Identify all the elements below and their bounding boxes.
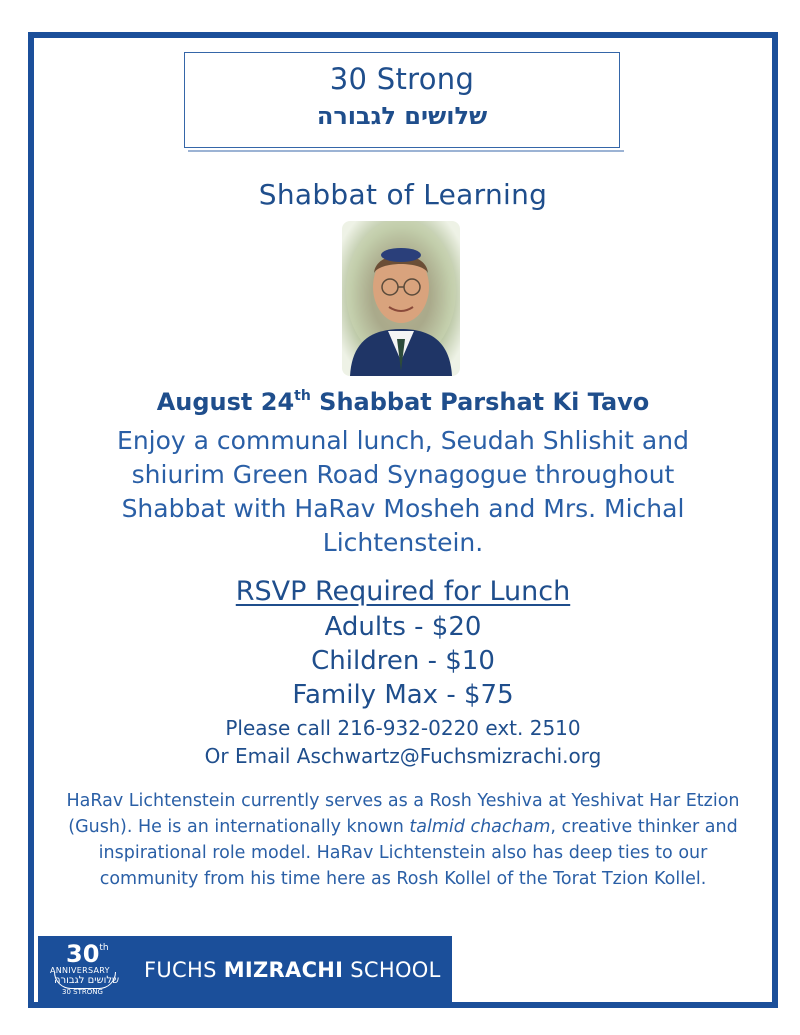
description-line: shiurim Green Road Synagogue throughout	[131, 460, 675, 489]
logo-strong-text: 30 STRONG	[62, 988, 103, 996]
logo-anniversary-text: ANNIVERSARY	[50, 966, 110, 975]
rsvp-heading: RSVP Required for Lunch	[235, 576, 571, 607]
price-children: Children - $10	[311, 646, 495, 676]
title-box	[184, 52, 620, 148]
contact-phone: Please call 216-932-0220 ext. 2510	[225, 716, 581, 740]
logo-number: 30	[66, 940, 100, 968]
logo-number-suffix: th	[99, 943, 109, 953]
school-name	[144, 958, 441, 982]
school-prefix: FUCHS	[144, 958, 224, 982]
date-parsha: Shabbat Parshat Ki Tavo	[310, 388, 650, 416]
contact-email[interactable]: Or Email Aschwartz@Fuchsmizrachi.org	[204, 744, 602, 768]
title-hebrew: שלושים לגבורה	[316, 102, 488, 130]
school-bold: MIZRACHI	[223, 958, 344, 982]
description-line: Enjoy a communal lunch, Seudah Shlishit and	[117, 426, 689, 455]
price-family-max: Family Max - $75	[292, 680, 514, 710]
school-footer-banner	[38, 936, 452, 1002]
bio-text-2: , creative thinker and inspirational role model. HaRav Lichtenstein also has deep ties to our community from his time here as Rosh Kollel of the Torat Tzion Kollel.	[98, 817, 738, 889]
description-line: Lichtenstein.	[322, 528, 484, 557]
title-english: 30 Strong	[329, 62, 475, 96]
rabbi-bio	[48, 788, 758, 892]
bio-text-1: HaRav Lichtenstein currently serves as a Rosh Yeshiva at Yeshivat Har Etzion (Gush). He is an internationally known	[66, 791, 740, 837]
description-line: Shabbat with HaRav Mosheh and Mrs. Michal	[121, 494, 685, 523]
portrait-illustration	[342, 221, 460, 376]
rabbi-portrait-photo	[342, 221, 460, 376]
event-date	[34, 388, 772, 416]
price-adults: Adults - $20	[324, 612, 482, 642]
bio-italic: talmid chacham	[409, 817, 551, 837]
flyer-frame	[28, 32, 778, 1008]
date-suffix: th	[294, 388, 311, 404]
date-month-day: August 24	[156, 388, 295, 416]
logo-hebrew-text: שלושים לגבורה	[54, 975, 120, 986]
school-suffix: SCHOOL	[343, 958, 441, 982]
anniversary-logo-number	[66, 940, 109, 968]
event-description	[54, 424, 752, 560]
event-headline: Shabbat of Learning	[258, 178, 548, 211]
